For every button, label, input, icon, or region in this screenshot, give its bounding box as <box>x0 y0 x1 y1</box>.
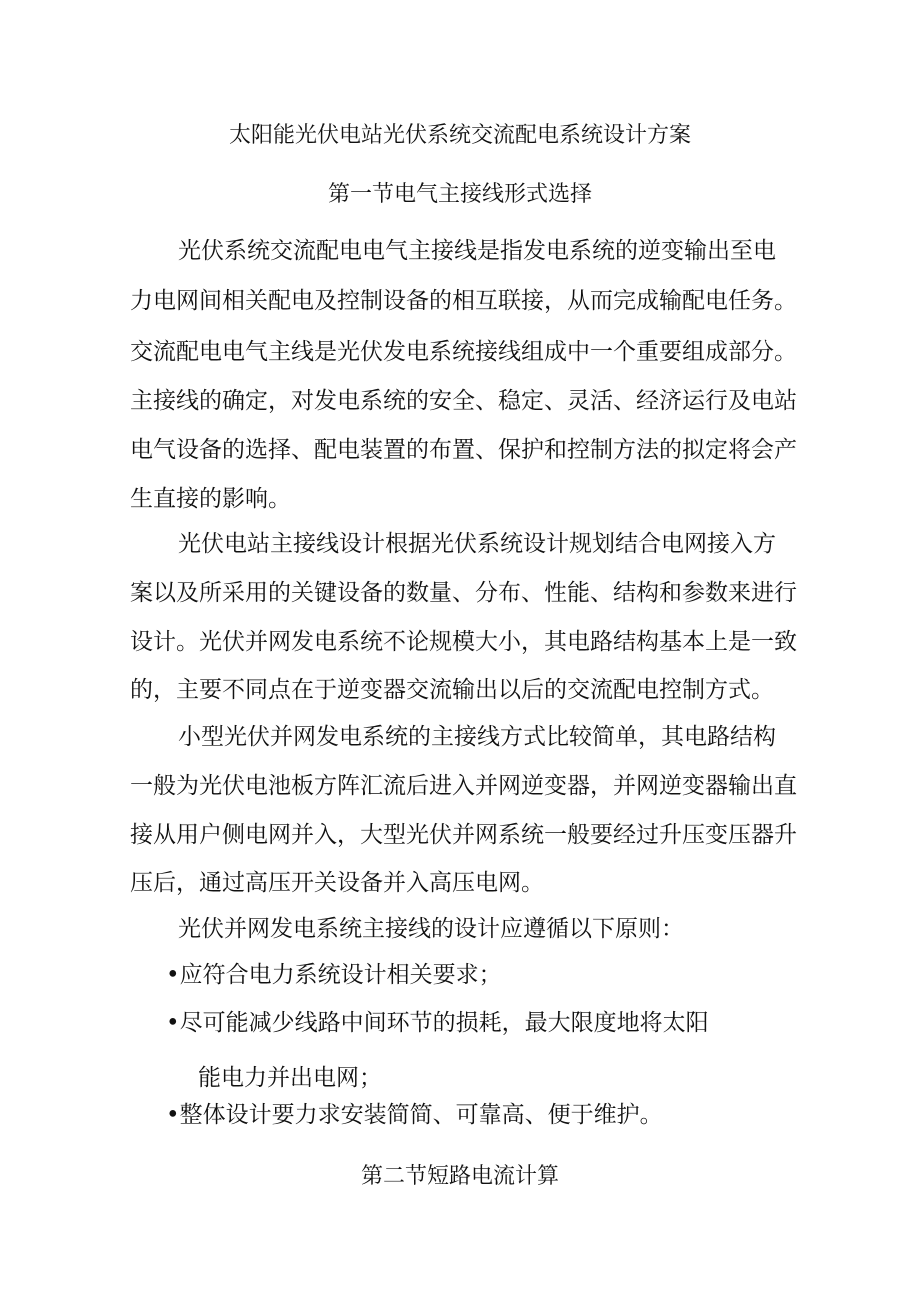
para3-line1: 小型光伏并网发电系统的主接线方式比较简单，其电路结构 <box>178 724 776 750</box>
document-title: 太阳能光伏电站光伏系统交流配电系统设计方案 <box>228 123 691 148</box>
bullet-item-2-line1: •尽可能减少线路中间环节的损耗，最大限度地将太阳 <box>166 1010 709 1036</box>
para2-line4: 的，主要不同点在于逆变器交流输出以后的交流配电控制方式。 <box>130 677 774 703</box>
para1-line4: 主接线的确定，对发电系统的安全、稳定、灵活、经济运行及电站 <box>130 388 797 414</box>
bullet-item-2-line2: 能电力并出电网； <box>198 1065 382 1091</box>
para2-line2: 案以及所采用的关键设备的数量、分布、性能、结构和参数来进行 <box>130 580 797 606</box>
section1-heading: 第一节电气主接线形式选择 <box>327 182 592 207</box>
para1-line5: 电气设备的选择、配电装置的布置、保护和控制方法的拟定将会产 <box>130 437 797 463</box>
para2-line1: 光伏电站主接线设计根据光伏系统设计规划结合电网接入方 <box>178 531 776 557</box>
para2-line3: 设计。光伏并网发电系统不论规模大小，其电路结构基本上是一致 <box>130 629 797 655</box>
para1-line1: 光伏系统交流配电电气主接线是指发电系统的逆变输出至电 <box>178 238 776 264</box>
para3-line4: 压后，通过高压开关设备并入高压电网。 <box>130 870 544 896</box>
bullet-item-1: •应符合电力系统设计相关要求； <box>166 962 502 988</box>
para1-line2: 力电网间相关配电及控制设备的相互联接，从而完成输配电任务。 <box>130 288 797 314</box>
section2-heading: 第二节短路电流计算 <box>360 1164 559 1189</box>
para3-line2: 一般为光伏电池板方阵汇流后进入并网逆变器，并网逆变器输出直 <box>130 773 797 799</box>
para1-line3: 交流配电电气主线是光伏发电系统接线组成中一个重要组成部分。 <box>130 339 797 365</box>
para1-line6: 生直接的影响。 <box>130 486 291 512</box>
para4-line1: 光伏并网发电系统主接线的设计应遵循以下原则： <box>178 916 684 942</box>
para3-line3: 接从用户侧电网并入，大型光伏并网系统一般要经过升压变压器升 <box>130 822 797 848</box>
bullet-item-3: •整体设计要力求安装简简、可靠高、便于维护。 <box>166 1102 663 1128</box>
